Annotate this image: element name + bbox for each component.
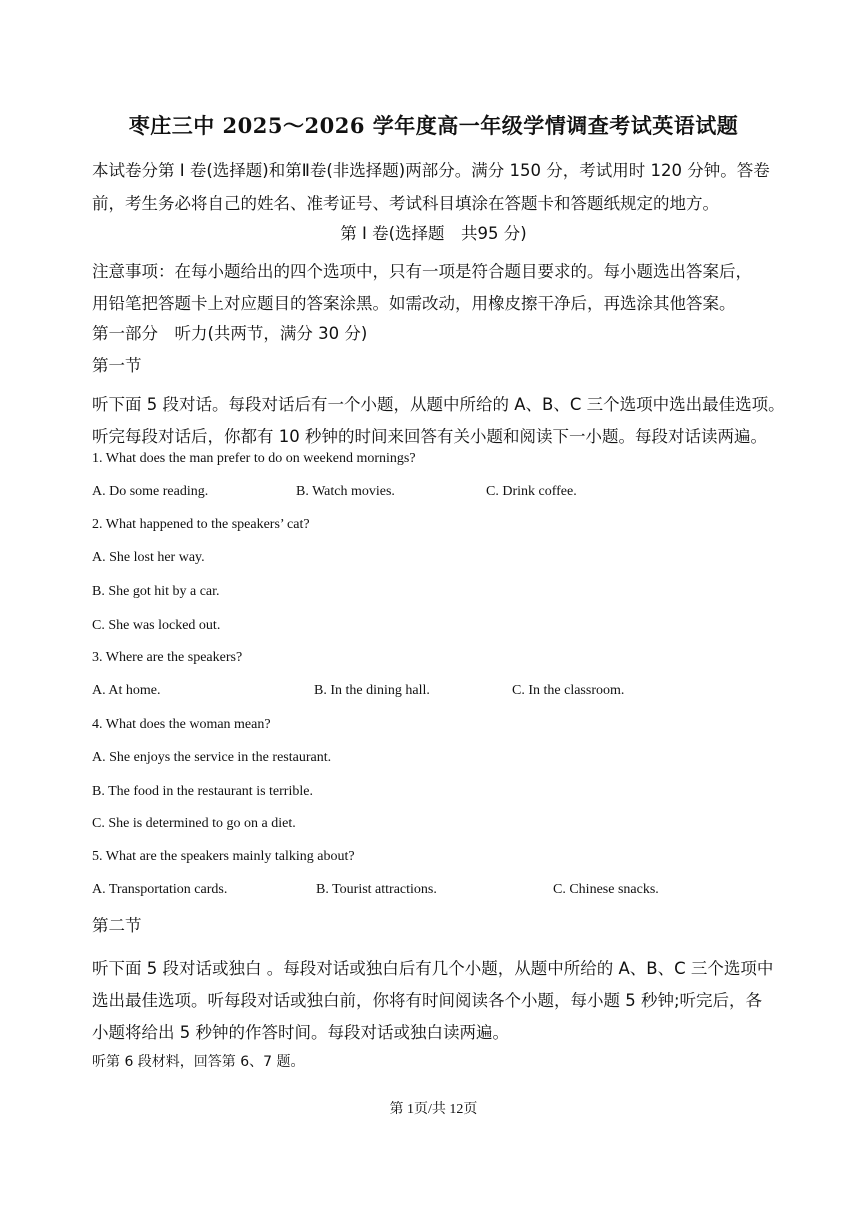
notice-line-1: 注意事项：在每小题给出的四个选项中，只有一项是符合题目要求的。每小题选出答案后，	[92, 262, 752, 281]
q1-option-a: A. Do some reading.	[92, 484, 209, 499]
q2-option-a: A. She lost her way.	[92, 550, 205, 565]
question-4: 4. What does the woman mean?	[92, 717, 271, 732]
q4-option-c: C. She is determined to go on a diet.	[92, 816, 296, 831]
q4-option-a: A. She enjoys the service in the restaurant.	[92, 750, 332, 765]
q3-option-a: A. At home.	[92, 683, 161, 698]
q3-option-b: B. In the dining hall.	[314, 683, 430, 698]
notice-line-2: 用铅笔把答题卡上对应题目的答案涂黑。如需改动，用橡皮擦干净后，再选涂其他答案。	[92, 294, 736, 313]
question-3: 3. Where are the speakers?	[92, 650, 243, 665]
q2-option-b: B. She got hit by a car.	[92, 584, 220, 599]
section2-instruction-1: 听下面 5 段对话或独白 。每段对话或独白后有几个小题，从题中所给的 A、B、C 三个选项中	[92, 959, 774, 978]
question-5: 5. What are the speakers mainly talking about?	[92, 849, 355, 864]
part1-heading: 第一部分 听力(共两节，满分 30 分)	[92, 324, 368, 343]
q5-option-c: C. Chinese snacks.	[553, 882, 659, 897]
section2-material: 听第 6 段材料，回答第 6、7 题。	[92, 1054, 305, 1070]
q1-option-b: B. Watch movies.	[296, 484, 395, 499]
q1-option-c: C. Drink coffee.	[486, 484, 577, 499]
exam-title: 枣庄三中 2025～2026 学年度高一年级学情调查考试英语试题	[128, 113, 739, 138]
section1-heading: 第一节	[92, 356, 142, 375]
question-2: 2. What happened to the speakers’ cat?	[92, 517, 310, 532]
intro-line-1: 本试卷分第 Ⅰ 卷(选择题)和第Ⅱ卷(非选择题)两部分。满分 150 分，考试用时 120 分钟。答卷	[92, 161, 770, 180]
section1-instruction-1: 听下面 5 段对话。每段对话后有一个小题，从题中所给的 A、B、C 三个选项中选出最佳选项。	[92, 395, 785, 414]
q5-option-b: B. Tourist attractions.	[316, 882, 437, 897]
page-footer: 第 1页/共 12页	[389, 1102, 478, 1117]
volume-heading: 第 Ⅰ 卷(选择题 共95 分)	[340, 224, 527, 243]
section2-instruction-3: 小题将给出 5 秒钟的作答时间。每段对话或独白读两遍。	[92, 1023, 509, 1042]
section2-instruction-2: 选出最佳选项。听每段对话或独白前，你将有时间阅读各个小题，每小题 5 秒钟;听完后，各	[92, 991, 763, 1010]
q4-option-b: B. The food in the restaurant is terrible.	[92, 784, 313, 799]
question-1: 1. What does the man prefer to do on weekend mornings?	[92, 451, 416, 466]
intro-line-2: 前，考生务必将自己的姓名、准考证号、考试科目填涂在答题卡和答题纸规定的地方。	[92, 194, 719, 213]
q5-option-a: A. Transportation cards.	[92, 882, 228, 897]
section2-heading: 第二节	[92, 916, 142, 935]
section1-instruction-2: 听完每段对话后，你都有 10 秒钟的时间来回答有关小题和阅读下一小题。每段对话读两遍。	[92, 427, 767, 446]
q3-option-c: C. In the classroom.	[512, 683, 625, 698]
q2-option-c: C. She was locked out.	[92, 618, 221, 633]
